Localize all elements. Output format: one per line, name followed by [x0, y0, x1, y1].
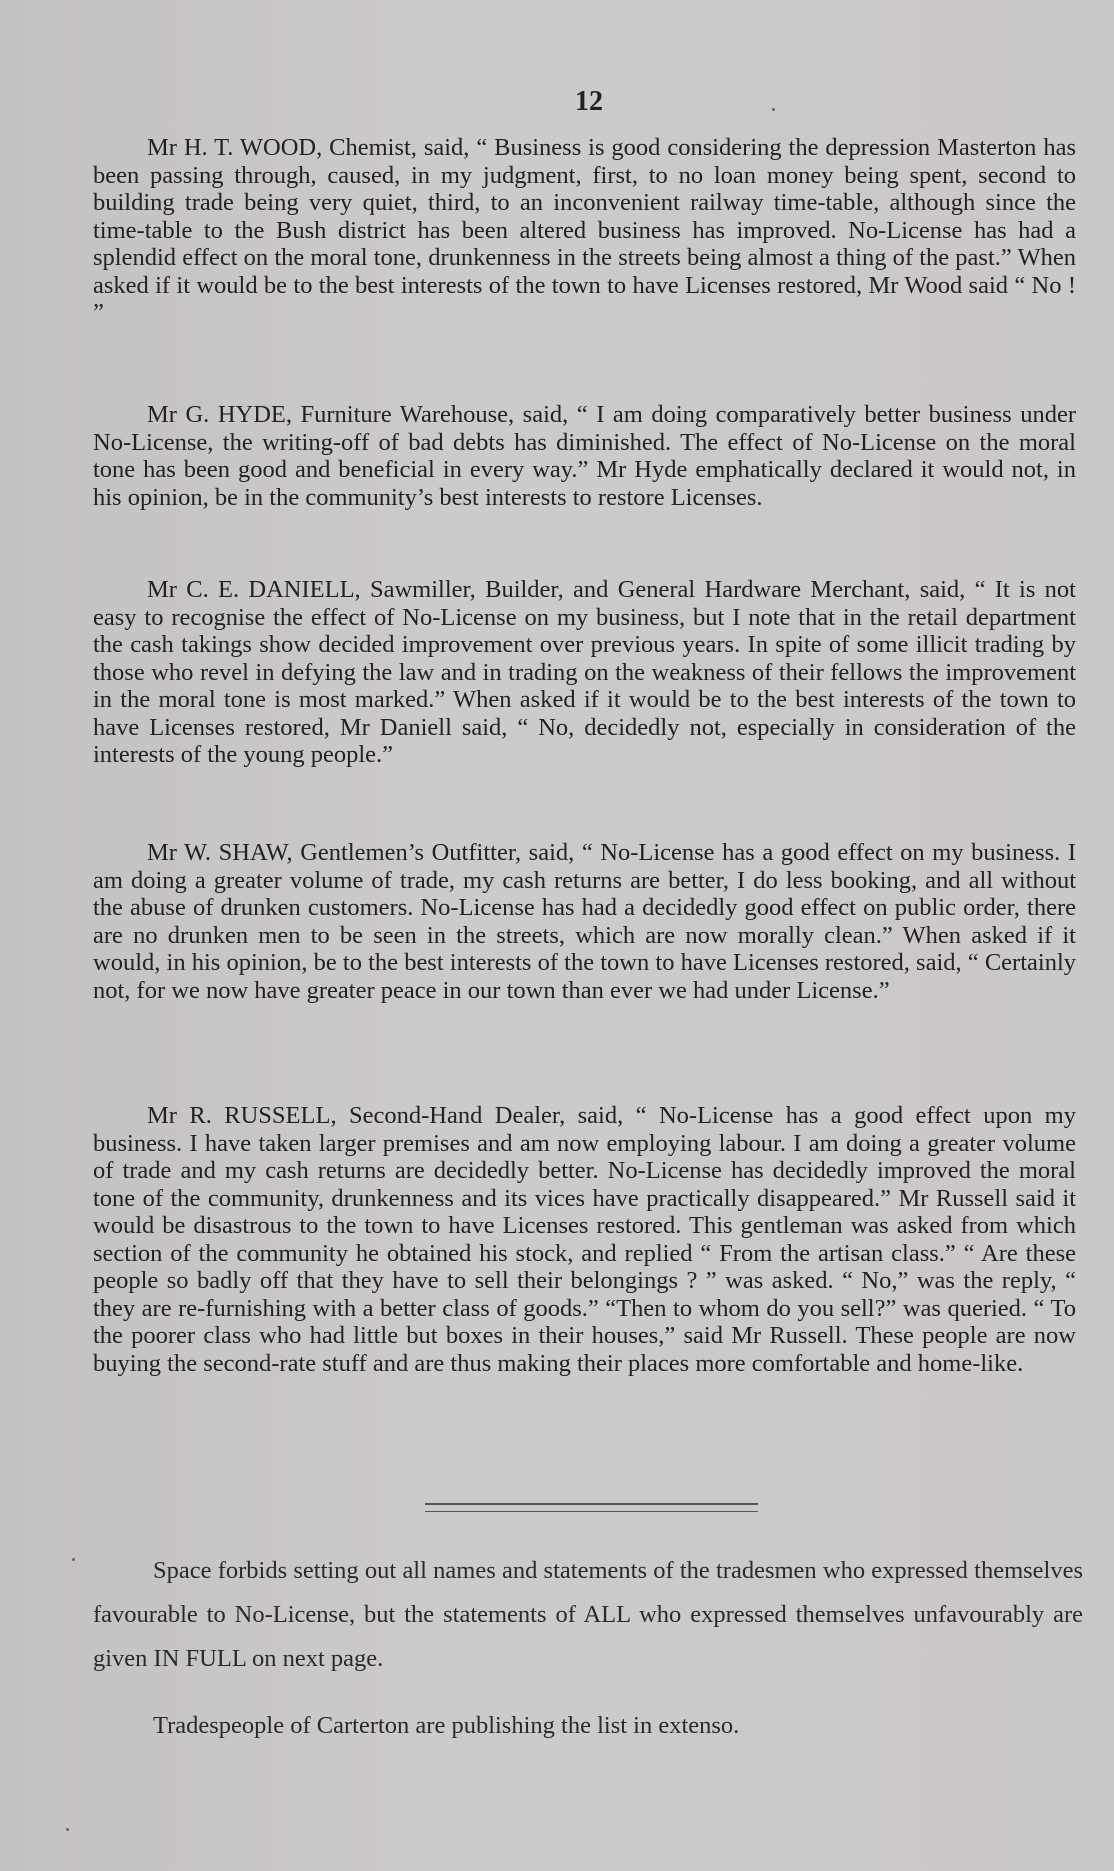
statement-russell-text: Mr R. RUSSELL, Second-Hand Dealer, said, “ No-License has a good effect upon my business. I have taken larger premises and am now employing labour. I am doing a greater volume of trade and my cash returns are decidedly better. No-License has decidedly improved the moral tone of the community, drunkenness and its vices have practically disappeared.” Mr Russell said it would be disastrous to the town to have Licenses restored. This gentleman was asked from which section of the community he obtained his stock, and replied “ From the artisan class.” “ Are these people so badly off that they have to sell their belongings ? ” was asked. “ No,” was the reply, “ they are re-furnishing with a better class of goods.” “Then to whom do you sell?” was queried. “ To the poorer class who had little but boxes in their houses,” said Mr Russell. These people are now buying the second-rate stuff and are thus making their places more comfortable and home-like. [93, 1102, 1076, 1377]
statement-daniell [93, 576, 1076, 769]
paper-speck [72, 1558, 75, 1561]
statement-russell [93, 1102, 1076, 1377]
paper-speck [772, 108, 775, 111]
statement-wood [93, 134, 1076, 327]
statement-hyde-text: Mr G. HYDE, Furniture Warehouse, said, “ I am doing comparatively better business under No-License, the writing-off of bad debts has diminished. The effect of No-License on the moral tone has been good and beneficial in every way.” Mr Hyde emphatically declared it would not, in his opinion, be in the community’s best interests to restore Licenses. [93, 401, 1076, 511]
statement-hyde [93, 401, 1076, 511]
carterton-note [93, 1704, 1083, 1748]
section-divider [425, 1503, 758, 1512]
carterton-note-text: Tradespeople of Carterton are publishing the list in extenso. [153, 1712, 740, 1739]
space-note [93, 1549, 1083, 1681]
page-number: 12 [575, 86, 603, 117]
paper-speck [66, 1828, 69, 1831]
space-note-text: Space forbids setting out all names and statements of the tradesmen who expressed themselves favourable to No-License, but the statements of ALL who expressed themselves unfavourably are given IN FULL on next page. [93, 1557, 1083, 1672]
statement-wood-text: Mr H. T. WOOD, Chemist, said, “ Business is good considering the depression Masterton has been passing through, caused, in my judgment, first, to no loan money being spent, second to building trade being very quiet, third, to an inconvenient railway time-table, although since the time-table to the Bush district has been altered business has improved. No-License has had a splendid effect on the moral tone, drunkenness in the streets being almost a thing of the past.” When asked if it would be to the best interests of the town to have Licenses restored, Mr Wood said “ No ! ” [93, 134, 1076, 326]
statement-shaw-text: Mr W. SHAW, Gentlemen’s Outfitter, said, “ No-License has a good effect on my business. I am doing a greater volume of trade, my cash returns are better, I do less booking, and all without the abuse of drunken customers. No-License has had a decidedly good effect on public order, there are no drunken men to be seen in the streets, which are now morally clean.” When asked if it would, in his opinion, be to the best interests of the town to have Licenses restored, said, “ Certainly not, for we now have greater peace in our town than ever we had under License.” [93, 839, 1076, 1004]
statement-daniell-text: Mr C. E. DANIELL, Sawmiller, Builder, and General Hardware Merchant, said, “ It is not easy to recognise the effect of No-License on my business, but I note that in the retail department the cash takings show decided improvement over previous years. In spite of some illicit trading by those who revel in defying the law and in trading on the weakness of their fellows the improvement in the moral tone is most marked.” When asked if it would be to the best interests of the town to have Licenses restored, Mr Daniell said, “ No, decidedly not, especially in consideration of the interests of the young people.” [93, 576, 1076, 768]
statement-shaw [93, 839, 1076, 1004]
